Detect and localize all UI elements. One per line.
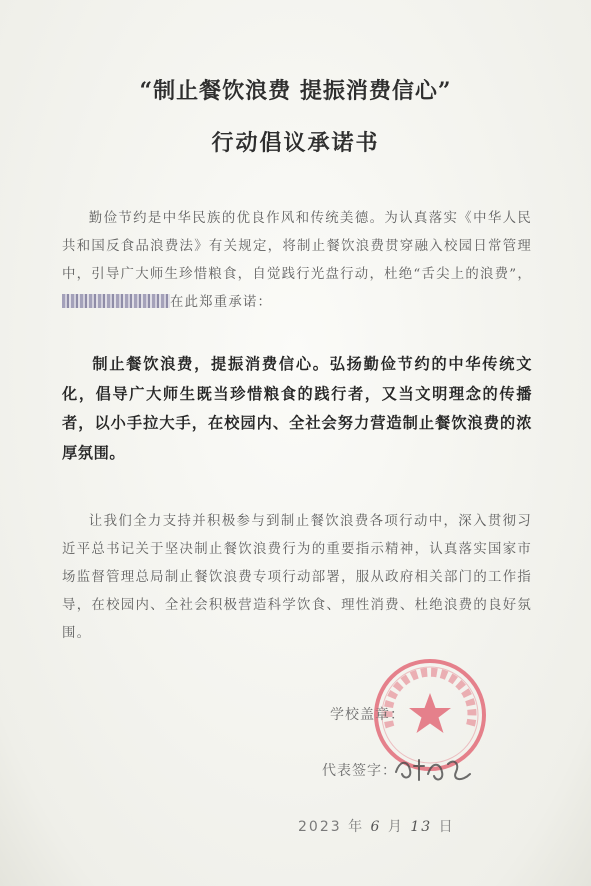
handwritten-signature-icon <box>390 752 480 786</box>
representative-signature-label: 代表签字： <box>322 763 397 779</box>
document-subtitle: 行动倡议承诺书 <box>211 130 380 156</box>
school-seal-label: 学校盖章： <box>330 707 405 723</box>
paragraph-intro-text: 勤俭节约是中华民族的优良作风和传统美德。为认真落实《中华人民共和国反食品浪费法》有关规定，将制止餐饮浪费贯穿融入校园日常管理中，引导广大师生珍惜粮食，自觉践行光盘行动，杜绝“舌尖上的浪费”， <box>62 211 532 282</box>
document-title: “制止餐饮浪费 提振消费信心” <box>139 78 452 104</box>
paragraph-action: 让我们全力支持并积极参与到制止餐饮浪费各项行动中，深入贯彻习近平总书记关于坚决制止餐饮浪费行为的重要指示精神，认真落实国家市场监督管理总局制止餐饮浪费专项行动部署，服从政府相关部门的工作指导，在校园内、全社会积极营造科学饮食、理性消费、杜绝浪费的良好氛围。 <box>62 514 532 641</box>
paragraph-intro <box>62 205 532 317</box>
date-month: 6 <box>370 819 382 835</box>
paragraph-intro-tail: 在此郑重承诺： <box>170 295 273 310</box>
date-day-unit: 日 <box>438 819 455 835</box>
paragraph-commitment: 制止餐饮浪费，提振消费信心。弘扬勤俭节约的中华传统文化，倡导广大师生既当珍惜粮食的践行者，又当文明理念的传播者，以小手拉大手，在校园内、全社会努力营造制止餐饮浪费的浓厚氛围。 <box>62 355 532 462</box>
date-year: 2023 <box>298 819 342 835</box>
redacted-school-name <box>62 294 170 308</box>
date-day: 13 <box>410 819 433 835</box>
date-month-unit: 月 <box>387 819 404 835</box>
document-date <box>298 816 455 836</box>
date-year-unit: 年 <box>348 819 365 835</box>
